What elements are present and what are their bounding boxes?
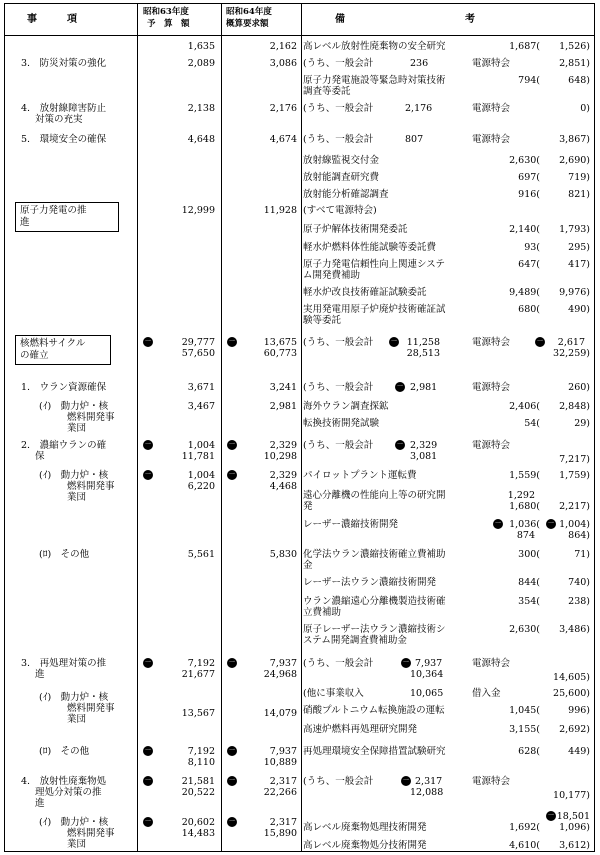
cell-budget: 5,561 bbox=[187, 549, 215, 560]
cell-request: 5,830 bbox=[269, 549, 297, 560]
cell-request: 2,317 bbox=[269, 817, 297, 828]
cell-note: 放射能分析確認調査 bbox=[303, 189, 389, 200]
cell-budget: 3,467 bbox=[187, 401, 215, 412]
header-request-line1: 昭和64年度 bbox=[226, 7, 272, 17]
marker-circle-icon: 一 bbox=[144, 747, 151, 754]
cell-note: (うち、一般会計 bbox=[303, 58, 374, 69]
cell-note-value: 2,848) bbox=[559, 401, 590, 412]
cell-note-value: 740) bbox=[568, 577, 590, 588]
cell-note-value: 2,981 bbox=[410, 382, 438, 393]
cell-note-value: 10,177) bbox=[553, 790, 590, 801]
marker-circle-icon: 一 bbox=[547, 812, 554, 819]
marker-circle-icon: 一 bbox=[228, 659, 235, 666]
cell-note-label: 電源特会 bbox=[472, 658, 511, 669]
row-title: 進 bbox=[35, 669, 45, 680]
cell-note: (うち、一般会計 bbox=[303, 776, 374, 787]
cell-request: 7,937 bbox=[269, 746, 297, 757]
cell-note: 実用発電用原子炉廃炉技術確証試 bbox=[303, 304, 446, 315]
cell-note: 験等委託 bbox=[303, 315, 342, 326]
cell-request: 22,266 bbox=[263, 787, 297, 798]
cell-note-label: 電源特会 bbox=[472, 58, 511, 69]
cell-note: 原子レーザー法ウラン濃縮技術シ bbox=[303, 624, 446, 635]
cell-note-value: 2,617 bbox=[557, 337, 585, 348]
cell-request: 7,937 bbox=[269, 658, 297, 669]
cell-budget: 8,110 bbox=[187, 757, 215, 768]
cell-note-value: 28,513 bbox=[406, 348, 440, 359]
cell-note-value: 2,690) bbox=[559, 155, 590, 166]
cell-note-value: 3,081 bbox=[410, 451, 438, 462]
cell-note: (うち、一般会計 bbox=[303, 103, 374, 114]
cell-note: 原子炉解体技術開発委託 bbox=[303, 224, 408, 235]
marker-circle-icon: 一 bbox=[396, 383, 403, 390]
marker-circle-icon: 一 bbox=[144, 338, 151, 345]
cell-note-value: 648) bbox=[568, 75, 590, 86]
cell-note-label: 借入金 bbox=[472, 688, 501, 699]
marker-circle-icon: 一 bbox=[144, 659, 151, 666]
marker-circle-icon: 一 bbox=[228, 471, 235, 478]
row-title: 業団 bbox=[67, 839, 87, 850]
cell-note-value: 236 bbox=[410, 58, 429, 69]
row-title: (ｲ) 動力炉・核 bbox=[39, 401, 109, 412]
cell-request: 2,981 bbox=[269, 401, 297, 412]
cell-note-value: 7,937 bbox=[415, 658, 443, 669]
cell-note: 化学法ウラン濃縮技術確立費補助 bbox=[303, 549, 446, 560]
cell-note: (すべて電源特会) bbox=[303, 205, 377, 216]
cell-note-value: 490) bbox=[568, 304, 590, 315]
cell-note: (他に事業収入 bbox=[303, 688, 364, 699]
marker-circle-icon: 一 bbox=[144, 818, 151, 825]
marker-circle-icon: 一 bbox=[396, 441, 403, 448]
cell-request: 2,329 bbox=[269, 440, 297, 451]
cell-budget: 14,483 bbox=[181, 828, 215, 839]
header-request-line2: 概算要求額 bbox=[226, 19, 269, 29]
section-title: 核燃料サイクル bbox=[20, 338, 86, 349]
cell-note: 軽水炉燃料体性能試験等委託費 bbox=[303, 242, 437, 253]
cell-budget: 20,602 bbox=[181, 817, 215, 828]
row-title: 業団 bbox=[67, 423, 87, 434]
cell-note-value: 3,867) bbox=[559, 134, 590, 145]
section-title: の確立 bbox=[20, 350, 49, 361]
cell-note-value: 71) bbox=[574, 549, 590, 560]
cell-note-value: 29) bbox=[574, 418, 590, 429]
cell-note: 再処理環境安全保障措置試験研究 bbox=[303, 746, 446, 757]
cell-request: 13,675 bbox=[263, 337, 297, 348]
marker-circle-icon: 一 bbox=[144, 471, 151, 478]
row-title: (ｲ) 動力炉・核 bbox=[39, 817, 109, 828]
cell-note-value: 680( bbox=[518, 304, 540, 315]
row-title: 進 bbox=[35, 798, 45, 809]
cell-budget: 2,138 bbox=[187, 103, 215, 114]
cell-note: (うち、一般会計 bbox=[303, 337, 374, 348]
cell-note-value: 794( bbox=[518, 75, 540, 86]
cell-note: ウラン濃縮遠心分離機製造技術確 bbox=[303, 596, 446, 607]
cell-note-value: 647( bbox=[518, 259, 540, 270]
section-title: 進 bbox=[20, 217, 30, 228]
header-item: 事 項 bbox=[27, 14, 77, 25]
cell-request: 2,176 bbox=[269, 103, 297, 114]
cell-note: 原子力発電施設等緊急時対策技術 bbox=[303, 75, 446, 86]
cell-note-value: 10,364 bbox=[410, 669, 444, 680]
cell-budget: 1,004 bbox=[187, 470, 215, 481]
cell-note: 海外ウラン調査探鉱 bbox=[303, 401, 389, 412]
cell-note-value: 25,600) bbox=[553, 688, 590, 699]
cell-note-value: 32,259) bbox=[553, 348, 590, 359]
marker-circle-icon: 一 bbox=[536, 338, 543, 345]
marker-circle-icon: 一 bbox=[228, 441, 235, 448]
cell-request: 2,317 bbox=[269, 776, 297, 787]
cell-note-value: 2,176 bbox=[405, 103, 433, 114]
cell-note: (うち、一般会計 bbox=[303, 134, 374, 145]
cell-note-value: 449) bbox=[568, 746, 590, 757]
cell-note-value: 3,486) bbox=[559, 624, 590, 635]
cell-note-value: 4,610( bbox=[509, 840, 540, 851]
cell-note-value: 1,004) bbox=[559, 519, 590, 530]
cell-note-value: 1,526) bbox=[559, 41, 590, 52]
cell-note-value: 300( bbox=[518, 549, 540, 560]
cell-request: 2,329 bbox=[269, 470, 297, 481]
cell-note-value: 260) bbox=[568, 382, 590, 393]
header-budget-line1: 昭和63年度 bbox=[143, 7, 189, 17]
marker-circle-icon: 一 bbox=[228, 777, 235, 784]
row-title: (ｲ) 動力炉・核 bbox=[39, 692, 109, 703]
row-title: 燃料開発事 bbox=[67, 412, 115, 423]
marker-circle-icon: 一 bbox=[228, 338, 235, 345]
cell-note-value: 1,292 bbox=[507, 490, 535, 501]
cell-note-value: 2,630( bbox=[509, 155, 540, 166]
cell-budget: 1,004 bbox=[187, 440, 215, 451]
cell-note-label: 電源特会 bbox=[472, 337, 511, 348]
cell-budget: 4,648 bbox=[187, 134, 215, 145]
row-title: 燃料開発事 bbox=[67, 828, 115, 839]
row-title: (ｲ) 動力炉・核 bbox=[39, 470, 109, 481]
marker-circle-icon: 一 bbox=[144, 441, 151, 448]
cell-note-value: 9,489( bbox=[509, 287, 540, 298]
marker-circle-icon: 一 bbox=[494, 520, 501, 527]
cell-note-value: 697( bbox=[518, 172, 540, 183]
header-remarks: 備 考 bbox=[335, 14, 475, 25]
row-title: 理処分対策の推 bbox=[35, 787, 102, 798]
cell-note-value: 1,759) bbox=[559, 470, 590, 481]
cell-note-value: 9,976) bbox=[559, 287, 590, 298]
cell-note: 立費補助 bbox=[303, 607, 342, 618]
cell-note-value: 864) bbox=[568, 530, 590, 541]
cell-note: 転換技術開発試験 bbox=[303, 418, 380, 429]
cell-note-value: 12,088 bbox=[410, 787, 444, 798]
cell-note-value: 719) bbox=[568, 172, 590, 183]
cell-budget: 29,777 bbox=[181, 337, 215, 348]
cell-budget: 12,999 bbox=[181, 205, 215, 216]
cell-note: 放射能調査研究費 bbox=[303, 172, 380, 183]
cell-note: (うち、一般会計 bbox=[303, 382, 374, 393]
row-title: 3. 防災対策の強化 bbox=[21, 58, 107, 69]
cell-note-value: 54( bbox=[524, 418, 540, 429]
cell-note-value: 238) bbox=[568, 596, 590, 607]
cell-note-label: 電源特会 bbox=[472, 134, 511, 145]
cell-note: 発 bbox=[303, 501, 313, 512]
cell-note-value: 354( bbox=[518, 596, 540, 607]
cell-request: 14,079 bbox=[263, 708, 297, 719]
column-divider bbox=[137, 4, 138, 851]
cell-note-value: 3,155( bbox=[509, 724, 540, 735]
cell-note: レーザー法ウラン濃縮技術開発 bbox=[303, 577, 437, 588]
cell-note: 高速炉燃料再処理研究開発 bbox=[303, 724, 418, 735]
cell-note-value: 1,692( bbox=[509, 822, 540, 833]
cell-note: 高レベル廃棄物処分技術開発 bbox=[303, 840, 427, 851]
cell-note-value: 0) bbox=[580, 103, 590, 114]
cell-request: 11,928 bbox=[263, 205, 297, 216]
cell-note: ステム開発調査費補助金 bbox=[303, 635, 407, 646]
cell-note: 調査等委託 bbox=[303, 86, 351, 97]
budget-table bbox=[4, 3, 595, 852]
cell-note-value: 11,258 bbox=[406, 337, 440, 348]
cell-note: (うち、一般会計 bbox=[303, 440, 374, 451]
cell-note: 軽水炉改良技術確証試験委託 bbox=[303, 287, 427, 298]
cell-budget: 11,781 bbox=[181, 451, 215, 462]
cell-budget: 20,522 bbox=[181, 787, 215, 798]
cell-request: 24,968 bbox=[263, 669, 297, 680]
marker-circle-icon: 一 bbox=[402, 659, 409, 666]
cell-note: 高レベル放射性廃棄物の安全研究 bbox=[303, 41, 446, 52]
cell-budget: 2,089 bbox=[187, 58, 215, 69]
cell-note-value: 2,692) bbox=[559, 724, 590, 735]
marker-circle-icon: 一 bbox=[228, 818, 235, 825]
cell-note-value: 2,406( bbox=[509, 401, 540, 412]
cell-request: 10,889 bbox=[263, 757, 297, 768]
cell-request: 4,674 bbox=[269, 134, 297, 145]
cell-note-value: 807 bbox=[405, 134, 424, 145]
cell-note: パイロットプラント運転費 bbox=[303, 470, 417, 481]
cell-budget: 7,192 bbox=[187, 746, 215, 757]
cell-note-value: 1,096) bbox=[559, 822, 590, 833]
cell-request: 10,298 bbox=[263, 451, 297, 462]
cell-note-value: 2,140( bbox=[509, 224, 540, 235]
cell-note-value: 2,630( bbox=[509, 624, 540, 635]
section-box-nuclear-power bbox=[15, 202, 119, 232]
cell-note-value: 2,329 bbox=[410, 440, 438, 451]
cell-request: 15,890 bbox=[263, 828, 297, 839]
cell-note: 金 bbox=[303, 560, 313, 571]
row-title: 4. 放射性廃棄物処 bbox=[21, 776, 107, 787]
section-title: 原子力発電の推 bbox=[20, 205, 87, 216]
cell-note-value: 7,217) bbox=[559, 454, 590, 465]
marker-circle-icon: 一 bbox=[547, 520, 554, 527]
header-budget-line2: 予 算 額 bbox=[147, 19, 190, 29]
cell-note-value: 844( bbox=[518, 577, 540, 588]
row-title: 5. 環境安全の確保 bbox=[21, 134, 107, 145]
cell-note-label: 電源特会 bbox=[472, 382, 511, 393]
marker-circle-icon: 一 bbox=[402, 777, 409, 784]
cell-note-value: 1,559( bbox=[509, 470, 540, 481]
cell-note-value: 628( bbox=[518, 746, 540, 757]
row-title: 保 bbox=[35, 451, 45, 462]
row-title: 業団 bbox=[67, 492, 87, 503]
cell-budget: 57,650 bbox=[181, 348, 215, 359]
row-title: (ﾛ) その他 bbox=[39, 549, 90, 560]
cell-note-value: 1,793) bbox=[559, 224, 590, 235]
row-title: 3. 再処理対策の推 bbox=[21, 658, 107, 669]
cell-note-value: 3,612) bbox=[559, 840, 590, 851]
cell-note: 高レベル廃棄物処理技術開発 bbox=[303, 822, 427, 833]
cell-note-value: 874 bbox=[516, 530, 535, 541]
cell-note-value: 2,851) bbox=[559, 58, 590, 69]
cell-request: 60,773 bbox=[263, 348, 297, 359]
cell-note: (うち、一般会計 bbox=[303, 658, 374, 669]
cell-note-label: 電源特会 bbox=[472, 103, 511, 114]
marker-circle-icon: 一 bbox=[390, 338, 397, 345]
cell-request: 2,162 bbox=[269, 41, 297, 52]
cell-budget: 7,192 bbox=[187, 658, 215, 669]
cell-note-value: 2,217) bbox=[559, 501, 590, 512]
cell-request: 3,086 bbox=[269, 58, 297, 69]
cell-note-value: 1,680( bbox=[509, 501, 540, 512]
cell-budget: 3,671 bbox=[187, 382, 215, 393]
cell-note: レーザー濃縮技術開発 bbox=[303, 519, 399, 530]
cell-request: 3,241 bbox=[269, 382, 297, 393]
cell-note-value: 996) bbox=[568, 705, 590, 716]
cell-note-value: 2,317 bbox=[415, 776, 443, 787]
cell-note-value: 14,605) bbox=[553, 672, 590, 683]
cell-note-value: 1,036( bbox=[509, 519, 540, 530]
row-title: 対策の充実 bbox=[35, 114, 83, 125]
cell-note: 硝酸プルトニウム転換施設の運転 bbox=[303, 705, 445, 716]
cell-note-value: 295) bbox=[568, 242, 590, 253]
cell-note: 遠心分離機の性能向上等の研究開 bbox=[303, 490, 446, 501]
marker-circle-icon: 一 bbox=[144, 777, 151, 784]
cell-note: 放射線監視交付金 bbox=[303, 155, 380, 166]
row-title: 4. 放射線障害防止 bbox=[21, 103, 107, 114]
cell-note-value: 916( bbox=[518, 189, 540, 200]
cell-note-value: 1,045( bbox=[509, 705, 540, 716]
row-title: 燃料開発事 bbox=[67, 703, 115, 714]
cell-note-label: 電源特会 bbox=[472, 776, 511, 787]
cell-budget: 1,635 bbox=[187, 41, 215, 52]
cell-budget: 21,581 bbox=[181, 776, 215, 787]
cell-note-value: 1,687( bbox=[509, 41, 540, 52]
marker-circle-icon: 一 bbox=[228, 747, 235, 754]
cell-note-label: 電源特会 bbox=[472, 440, 511, 451]
cell-note: ム開発費補助 bbox=[303, 270, 361, 281]
cell-note: 原子力発電信頼性向上関連システ bbox=[303, 259, 446, 270]
cell-budget: 6,220 bbox=[187, 481, 215, 492]
row-title: 2. 濃縮ウランの確 bbox=[21, 440, 107, 451]
cell-request: 4,468 bbox=[269, 481, 297, 492]
row-title: 業団 bbox=[67, 714, 87, 725]
column-divider bbox=[301, 4, 302, 851]
cell-note-value: 10,065 bbox=[410, 688, 444, 699]
column-divider bbox=[221, 4, 222, 851]
cell-note-value: 417) bbox=[568, 259, 590, 270]
row-title: 1. ウラン資源確保 bbox=[21, 382, 107, 393]
header-divider bbox=[5, 35, 594, 36]
cell-note-value: 93( bbox=[524, 242, 540, 253]
section-box-fuel-cycle bbox=[15, 335, 111, 365]
row-title: 燃料開発事 bbox=[67, 481, 115, 492]
row-title: (ﾛ) その他 bbox=[39, 746, 90, 757]
cell-note-value: 18,501 bbox=[556, 811, 590, 822]
cell-budget: 21,677 bbox=[181, 669, 215, 680]
cell-budget: 13,567 bbox=[181, 708, 215, 719]
cell-note-value: 821) bbox=[568, 189, 590, 200]
